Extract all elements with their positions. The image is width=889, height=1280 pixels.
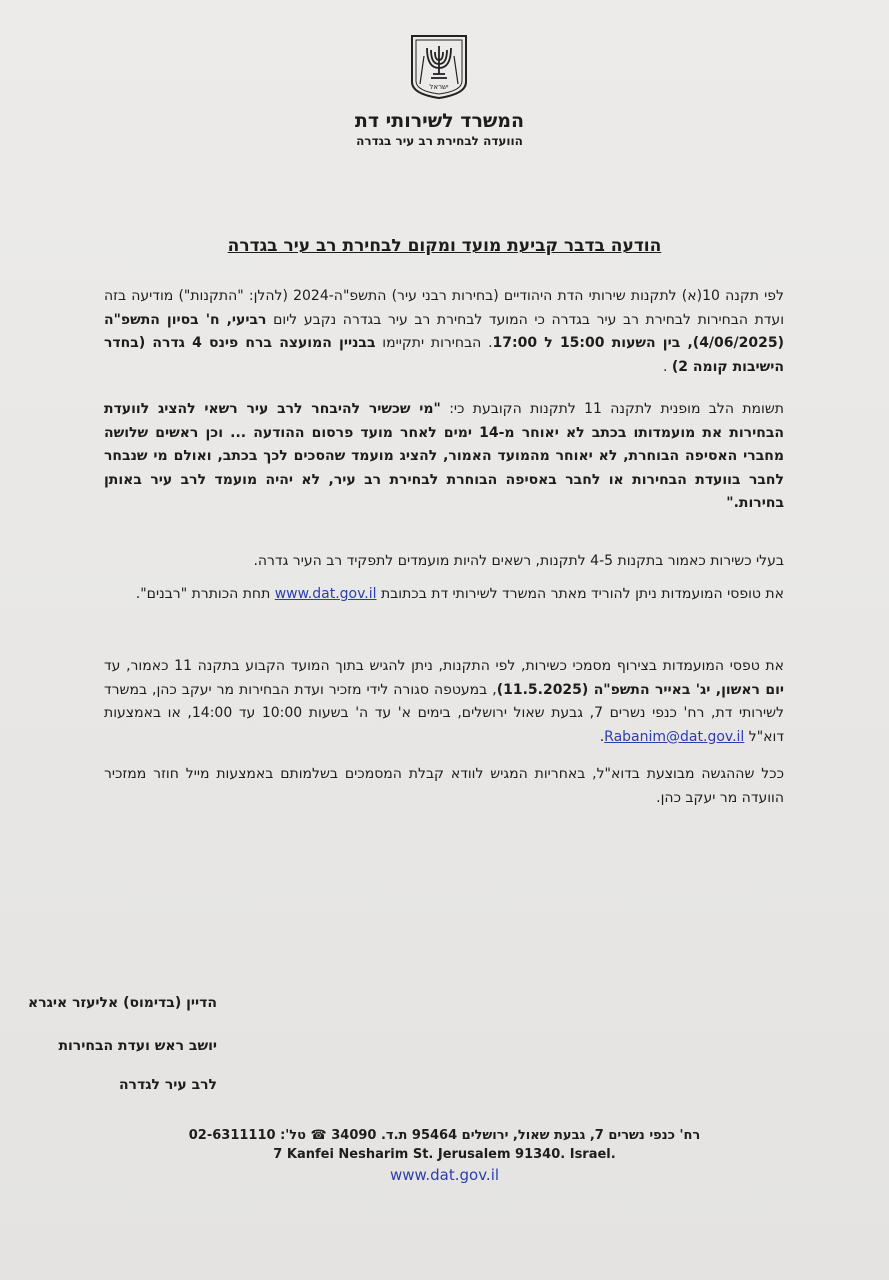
state-emblem-icon (408, 34, 470, 100)
svg-text:ישראל: ישראל (429, 83, 449, 91)
paragraph-submission: את טפסי המועמדות בצירוף מסמכי כשירות, לפי התקנות, ניתן להגיש בתוך המועד הקבוע בתקנה 11 כאמור, עד יום ראשון, יג' באייר התשפ"ה (11.5.2025), במעטפה סגורה לידי מזכיר ועדת הבחירות מר יעקב כהן, במשרד לשירותי דת, רח' כנפי נשרים 7, גבעת שאול ירושלים, בימים א' עד ה' בשעות 10:00 עד 14:00, או באמצעות דוא"ל Rabanim@dat.gov.il. (104, 658, 784, 745)
website-link[interactable]: www.dat.gov.il (274, 586, 377, 602)
footer-address-hebrew: רח' כנפי נשרים 7, גבעת שאול, ירושלים 95464 ת.ד. 34090 ☎ טל': 02-6311110 (188, 1128, 701, 1143)
signature-role: יושב ראש ועדת הבחירות (58, 1038, 217, 1054)
paragraph-date-location: לפי תקנה 10(א) לתקנות שירותי הדת היהודיים (בחירות רבני עיר) התשפ"ה-2024 (להלן: "התקנות") מודיעה בזה ועדת הבחירות לבחירת רב עיר בגדרה כי המועד לבחירת רב עיר בגדרה נקבע ליום רביעי, ח' בסיון התשפ"ה (4/06/2025), בין השעות 15:00 ל 17:00. הבחירות יתקיימו בבניין המועצה ברח פינס 4 גדרה (בחדר הישיבות קומה 2) . (104, 288, 785, 375)
footer-address-english: 7 Kanfei Nesharim St. Jerusalem 91340. Israel. (273, 1147, 616, 1162)
paragraph-forms-download: את טופסי המועמדות ניתן להוריד מאתר המשרד לשירותי דת בכתובת www.dat.gov.il תחת הכותרת "רבנים". (135, 586, 784, 602)
paragraph-eligibility: בעלי כשירות כאמור בתקנות 4-5 לתקנות, רשאים להיות מועמדים לתפקיד רב העיר גדרה. (253, 553, 784, 569)
paragraph-regulation-11: תשומת הלב מופנית לתקנה 11 לתקנות הקובעת כי: "מי שכשיר להיבחר לרב עיר רשאי להציג לוועדת הבחירות את מועמדותו בכתב לא יאוחר מ-14 ימים לאחר מועד פרסום ההודעה ... וכן ראשים שלושה מחברי האסיפה הבוחרת, לא יאוחר מהמועד האמור, להציג מועמד שהסכים לכך בכתב, ואולם מי שנבחר לחבר בוועדת הבחירות או לחבר באסיפה הבוחרת לבחירת רב עיר, לא יהיה מועמד לרב עיר באותן בחירות." (104, 401, 784, 511)
paragraph-email-confirmation: ככל שההגשה מבוצעת בדוא"ל, באחריות המגיש לוודא קבלת המסמכים בשלמותם באמצעות מייל חוזר ממזכיר הוועדה מר יעקב כהן. (104, 766, 784, 806)
signature-for: לרב עיר לגדרה (118, 1077, 217, 1093)
signature-name: הדיין (בדימוס) אליעזר איגרא (28, 995, 217, 1011)
committee-name: הוועדה לבחירת רב עיר בגדרה (356, 134, 523, 148)
notice-title: הודעה בדבר קביעת מועד ומקום לבחירת רב עיר בגדרה (227, 236, 662, 256)
email-link[interactable]: Rabanim@dat.gov.il (604, 728, 745, 745)
ministry-name: המשרד לשירותי דת (354, 110, 525, 132)
footer-website (0, 1166, 889, 1184)
footer-website-link[interactable]: www.dat.gov.il (389, 1166, 500, 1184)
